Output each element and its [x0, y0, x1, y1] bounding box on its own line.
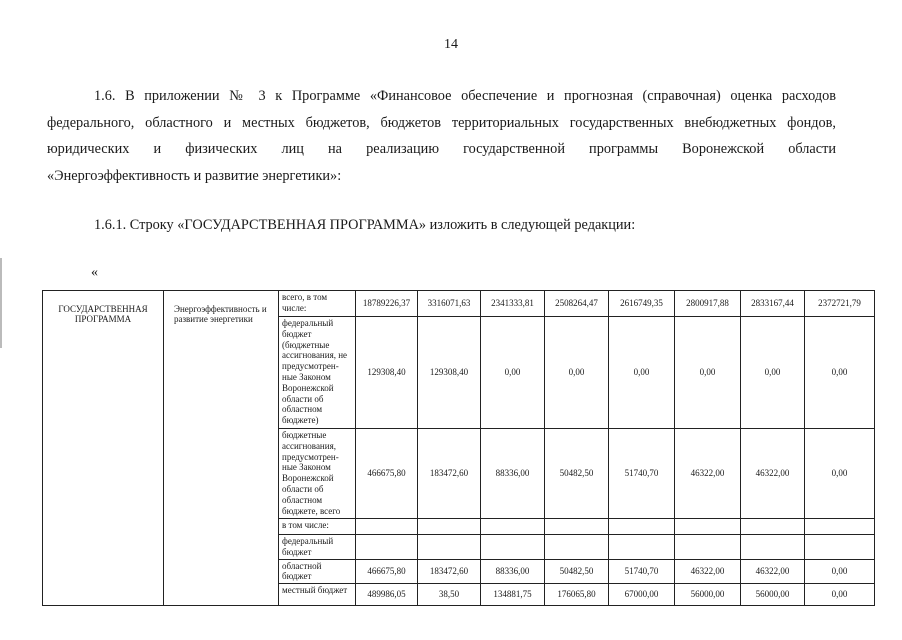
value-cell: 50482,50: [545, 429, 609, 519]
value-cell: 46322,00: [741, 429, 805, 519]
value-cell: 466675,80: [356, 559, 418, 584]
value-cell: [418, 535, 481, 560]
value-cell: 183472,60: [418, 429, 481, 519]
value-cell: [805, 519, 875, 535]
value-cell: [418, 519, 481, 535]
value-cell: 18789226,37: [356, 291, 418, 317]
budget-table: [42, 290, 875, 606]
value-cell: [609, 535, 675, 560]
value-cell: 67000,00: [609, 584, 675, 606]
value-cell: 489986,05: [356, 584, 418, 606]
value-cell: 0,00: [805, 317, 875, 429]
value-cell: 183472,60: [418, 559, 481, 584]
value-cell: 50482,50: [545, 559, 609, 584]
value-cell: [545, 519, 609, 535]
row-label: местный бюджет: [279, 584, 356, 606]
program-name-cell: Энергоэффективность и развитие энергетики: [164, 291, 279, 606]
scan-edge-mark: [0, 258, 2, 348]
value-cell: 46322,00: [675, 429, 741, 519]
value-cell: [356, 535, 418, 560]
row-label: федеральный бюджет (бюджетные ассигнования, не предусмотрен-ные Законом Воронежской области об областном бюджете): [279, 317, 356, 429]
value-cell: 0,00: [805, 429, 875, 519]
value-cell: 0,00: [741, 317, 805, 429]
value-cell: [741, 535, 805, 560]
value-cell: 2833167,44: [741, 291, 805, 317]
value-cell: 0,00: [805, 584, 875, 606]
value-cell: 56000,00: [741, 584, 805, 606]
value-cell: 129308,40: [418, 317, 481, 429]
value-cell: 56000,00: [675, 584, 741, 606]
paragraph-intro: [47, 83, 836, 189]
value-cell: 51740,70: [609, 429, 675, 519]
table-row: [43, 291, 875, 317]
value-cell: 46322,00: [675, 559, 741, 584]
value-cell: 3316071,63: [418, 291, 481, 317]
value-cell: [609, 519, 675, 535]
value-cell: 38,50: [418, 584, 481, 606]
value-cell: 134881,75: [481, 584, 545, 606]
value-cell: 88336,00: [481, 559, 545, 584]
value-cell: 0,00: [481, 317, 545, 429]
value-cell: 51740,70: [609, 559, 675, 584]
program-title-cell: ГОСУДАРСТВЕННАЯ ПРОГРАММА: [43, 291, 164, 606]
value-cell: 0,00: [805, 559, 875, 584]
value-cell: 0,00: [545, 317, 609, 429]
value-cell: [805, 535, 875, 560]
value-cell: [675, 535, 741, 560]
paragraph-instruction: 1.6.1. Строку «ГОСУДАРСТВЕННАЯ ПРОГРАММА» изложить в следующей редакции:: [94, 217, 636, 233]
paragraph-line: 1.6. В приложении № 3 к Программе «Финансовое обеспечение и прогнозная (справочная) оценка расходов: [94, 88, 836, 104]
value-cell: 88336,00: [481, 429, 545, 519]
paragraph-line: «Энергоэффективность и развитие энергетики»:: [47, 167, 342, 184]
row-label: бюджетные ассигнования, предусмотрен-ные Законом Воронежской области об областном бюджете, всего: [279, 429, 356, 519]
row-label: областной бюджет: [279, 559, 356, 584]
page-number: 14: [444, 37, 458, 52]
value-cell: 46322,00: [741, 559, 805, 584]
value-cell: 2616749,35: [609, 291, 675, 317]
paragraph-line: федерального, областного и местных бюджетов, бюджетов территориальных государственных внебюджетных фондов,: [47, 114, 836, 131]
value-cell: [675, 519, 741, 535]
value-cell: 2372721,79: [805, 291, 875, 317]
value-cell: 466675,80: [356, 429, 418, 519]
value-cell: 0,00: [609, 317, 675, 429]
value-cell: 129308,40: [356, 317, 418, 429]
row-label: в том числе:: [279, 519, 356, 535]
value-cell: [481, 535, 545, 560]
row-label: федеральный бюджет: [279, 535, 356, 560]
value-cell: 2508264,47: [545, 291, 609, 317]
value-cell: 176065,80: [545, 584, 609, 606]
value-cell: [356, 519, 418, 535]
paragraph-line: юридических и физических лиц на реализацию государственной программы Воронежской области: [47, 141, 836, 157]
opening-quote: «: [91, 265, 98, 280]
value-cell: 2341333,81: [481, 291, 545, 317]
value-cell: [545, 535, 609, 560]
value-cell: 2800917,88: [675, 291, 741, 317]
row-label: всего, в том числе:: [279, 291, 356, 317]
value-cell: [741, 519, 805, 535]
value-cell: [481, 519, 545, 535]
value-cell: 0,00: [675, 317, 741, 429]
